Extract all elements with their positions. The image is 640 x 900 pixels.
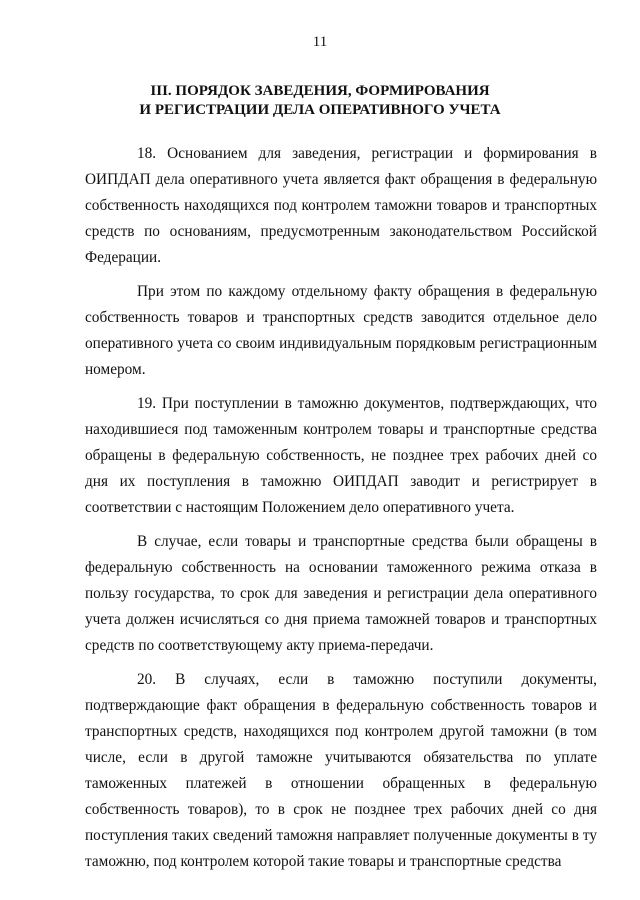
paragraph-18-continuation: При этом по каждому отдельному факту обращения в федеральную собственность товаров и транспортных средств заводится отдельное дело оперативного учета со своим индивидуальным порядковым регистрационным номером. — [85, 283, 597, 378]
paragraph-19: 19. При поступлении в таможню документов, подтверждающих, что находившиеся под таможенным контролем товары и транспортные средства обращены в федеральную собственность, не позднее трех рабочих дней со дня их поступления в таможню ОИПДАП заводит и регистрирует в соответствии с настоящим Положением дело оперативного учета. — [85, 395, 597, 516]
page-number: 11 — [312, 34, 328, 50]
section-heading — [60, 82, 580, 120]
paragraph-19-continuation: В случае, если товары и транспортные средства были обращены в федеральную собственность на основании таможенного режима отказа в пользу государства, то срок для заведения и регистрации дела оперативного учета должен исчисляться со дня приема таможней товаров и транспортных средств по соответствующему акту приема-передачи. — [85, 533, 597, 654]
body-text — [85, 141, 597, 883]
paragraph-20: 20. В случаях, если в таможню поступили документы, подтверждающие факт обращения в федеральную собственность товаров и транспортных средств, находящихся под контролем другой таможни (в том числе, если в другой таможне учитываются обязательства по уплате таможенных платежей в отношении обращенных в федеральную собственность товаров), то в срок не позднее трех рабочих дней со дня поступления таких сведений таможня направляет полученные документы в ту таможню, под контролем которой такие товары и транспортные средства — [85, 671, 597, 870]
section-heading-line-2: И РЕГИСТРАЦИИ ДЕЛА ОПЕРАТИВНОГО УЧЕТА — [139, 102, 501, 118]
paragraph-18: 18. Основанием для заведения, регистрации и формирования в ОИПДАП дела оперативного учета является факт обращения в федеральную собственность находящихся под контролем таможни товаров и транспортных средств по основаниям, предусмотренным законодательством Российской Федерации. — [85, 145, 597, 266]
section-heading-line-1: III. ПОРЯДОК ЗАВЕДЕНИЯ, ФОРМИРОВАНИЯ — [150, 83, 490, 99]
